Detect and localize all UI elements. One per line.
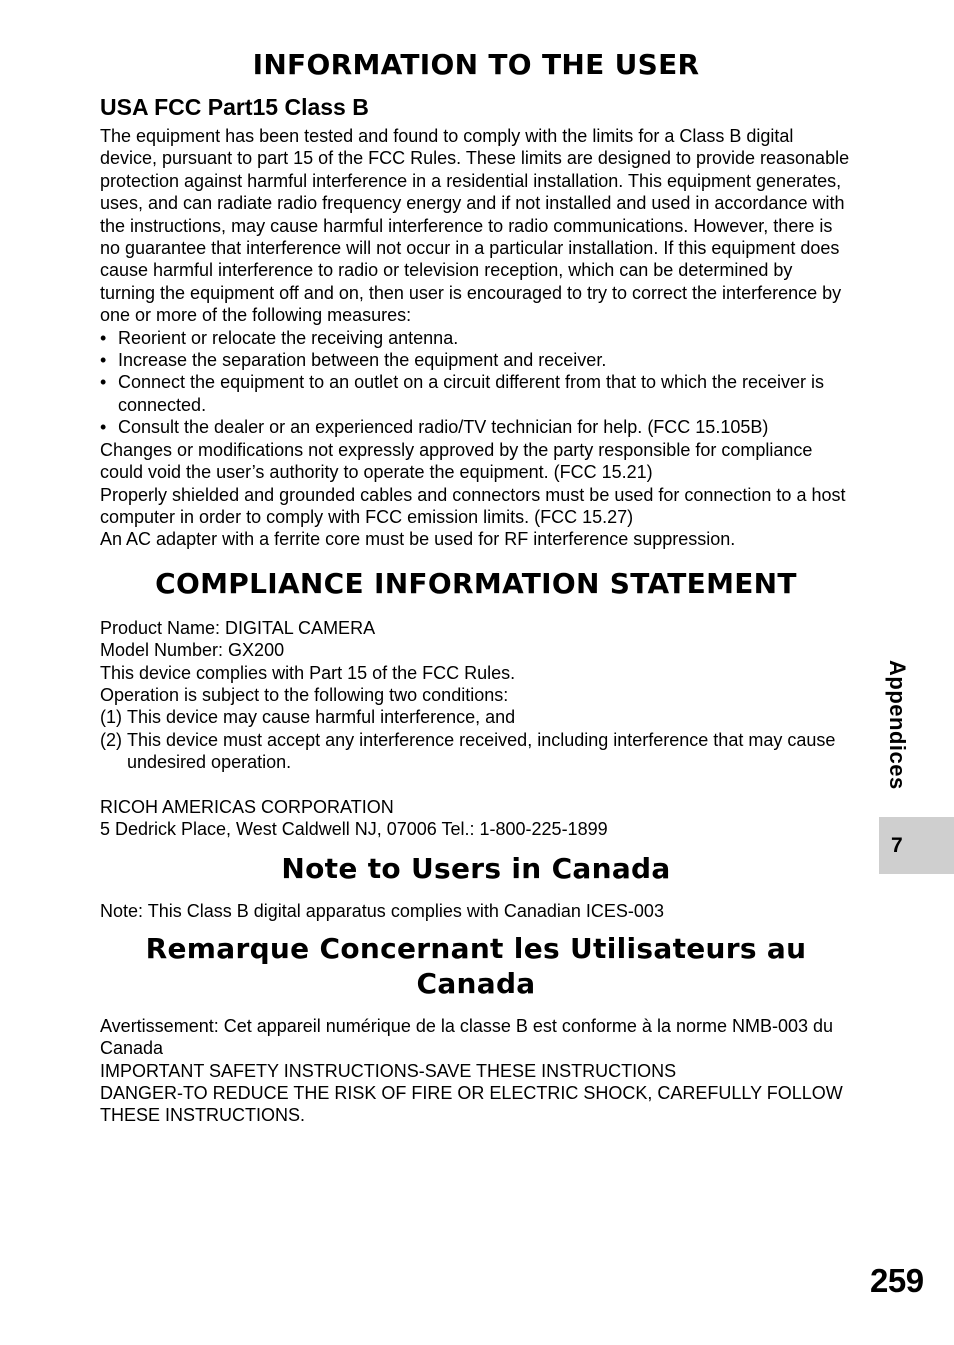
fcc-intro-paragraph: The equipment has been tested and found to comply with the limits for a Class B digital device, pursuant to part 15 of the FCC Rules. These limits are designed to provide reasonable protection against harmful interference in a residential installation. This equipment generates, uses, and can radiate radio frequency energy and if not installed and used in accordance with the instructions, may cause harmful interference to radio communications. However, there is no guarantee that interference will not occur in a particular installation. If this equipment does cause harmful interference to radio or television reception, which can be determined by turning the equipment off and on, then user is encouraged to try to correct the interference by one or more of the following measures: xyxy=(100,126,850,326)
page-content xyxy=(100,44,852,1127)
avertissement-text: Avertissement: Cet appareil numérique de la classe B est conforme à la norme NMB-003 du Canada xyxy=(100,1015,834,1059)
bullet-mark: • xyxy=(100,350,107,371)
list-item xyxy=(100,371,852,416)
list-item-text: Consult the dealer or an experienced radio/TV technician for help. (FCC 15.105B) xyxy=(118,417,769,438)
list-item xyxy=(100,729,852,774)
bullet-mark: • xyxy=(100,327,107,348)
bullet-mark: • xyxy=(100,372,107,393)
list-item xyxy=(100,327,852,349)
product-name: Product Name: DIGITAL CAMERA xyxy=(100,617,376,638)
conditions-list xyxy=(100,706,852,773)
information-to-user-heading: INFORMATION TO THE USER xyxy=(252,48,700,81)
condition-number: (2) xyxy=(100,729,122,750)
chapter-tab xyxy=(879,817,954,874)
company-address: 5 Dedrick Place, West Caldwell NJ, 07006 Tel.: 1-800-225-1899 xyxy=(100,818,608,839)
part15-compliance: This device complies with Part 15 of the FCC Rules. xyxy=(100,662,516,683)
company-name: RICOH AMERICAS CORPORATION xyxy=(100,796,394,817)
list-item-text: Reorient or relocate the receiving antenna. xyxy=(118,327,459,348)
fcc-class-b-subheading: USA FCC Part15 Class B xyxy=(100,94,369,120)
safety-instructions: IMPORTANT SAFETY INSTRUCTIONS-SAVE THESE INSTRUCTIONS xyxy=(100,1060,677,1081)
bullet-mark: • xyxy=(100,417,107,438)
shielded-cables-paragraph: Properly shielded and grounded cables and connectors must be used for connection to a host computer in order to comply with FCC emission limits. (FCC 15.27) xyxy=(100,484,846,527)
list-item-text: Increase the separation between the equipment and receiver. xyxy=(118,350,607,371)
page-number: 259 xyxy=(870,1262,924,1299)
operation-conditions: Operation is subject to the following two conditions: xyxy=(100,684,509,705)
condition-number: (1) xyxy=(100,707,122,728)
canada-note-text: Note: This Class B digital apparatus complies with Canadian ICES-003 xyxy=(100,901,664,922)
appendices-side-label: Appendices xyxy=(885,660,910,790)
chapter-number: 7 xyxy=(891,833,903,857)
model-number: Model Number: GX200 xyxy=(100,640,285,661)
canada-note-heading: Note to Users in Canada xyxy=(281,852,671,886)
list-item xyxy=(100,416,852,438)
list-item xyxy=(100,706,852,728)
ac-adapter-paragraph: An AC adapter with a ferrite core must be used for RF interference suppression. xyxy=(100,529,736,550)
remarque-canada-heading: Remarque Concernant les Utilisateurs au Canada xyxy=(145,931,807,1000)
condition-text: This device must accept any interference received, including interference that may cause undesired operation. xyxy=(127,729,836,773)
condition-text: This device may cause harmful interference, and xyxy=(127,707,516,728)
list-item-text: Connect the equipment to an outlet on a circuit different from that to which the receiver is connected. xyxy=(118,372,825,415)
compliance-statement-heading: COMPLIANCE INFORMATION STATEMENT xyxy=(155,566,797,600)
list-item xyxy=(100,349,852,371)
danger-warning: DANGER-TO REDUCE THE RISK OF FIRE OR ELECTRIC SHOCK, CAREFULLY FOLLOW THESE INSTRUCTIONS. xyxy=(100,1083,843,1126)
modifications-paragraph: Changes or modifications not expressly approved by the party responsible for compliance could void the user’s authority to operate the equipment. (FCC 15.21) xyxy=(100,439,813,483)
measures-list xyxy=(100,327,852,439)
